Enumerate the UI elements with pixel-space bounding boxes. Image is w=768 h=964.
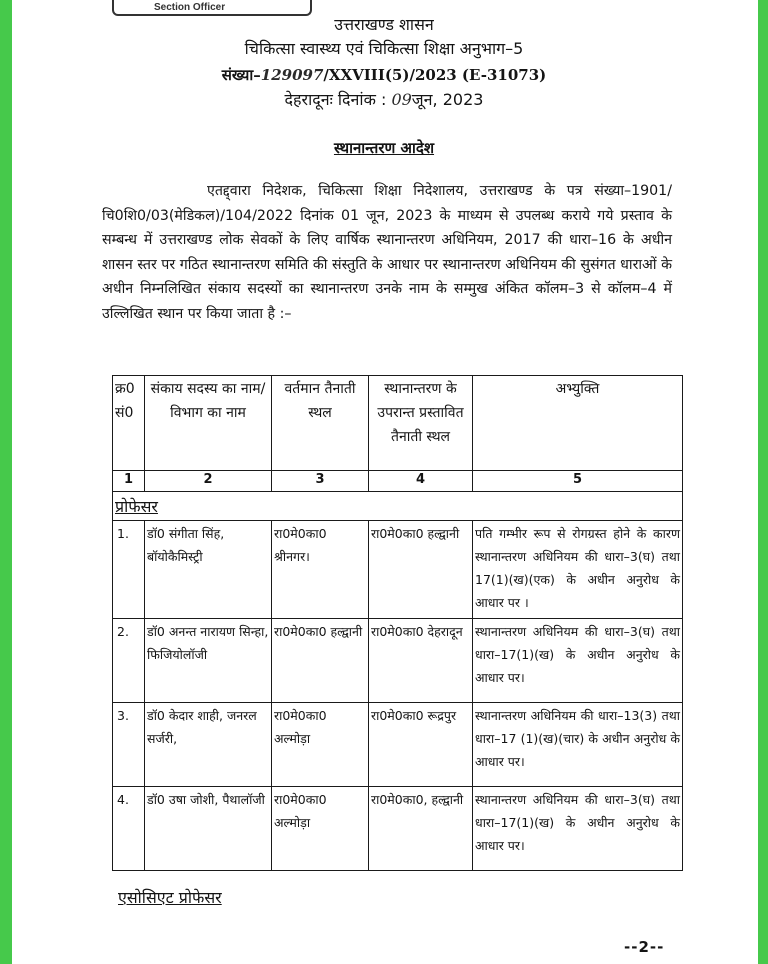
table-row [113, 619, 683, 703]
cell-current: रा0मे0का0 हल्द्वानी [272, 619, 369, 703]
cell-remark: पति गम्भीर रूप से रोगग्रस्त होने के कारण स्थानान्तरण अधिनियम की धारा–3(घ) तथा 17(1)(ख)(एक) के अधीन अनुरोध के आधार पर । [473, 521, 683, 619]
date-rest: जून, 2023 [411, 90, 484, 109]
department-heading: चिकित्सा स्वास्थ्य एवं चिकित्सा शिक्षा अनुभाग–5 [244, 39, 524, 58]
column-number-row [113, 471, 683, 492]
cell-name: डॉ0 केदार शाही, जनरल सर्जरी, [145, 703, 272, 787]
transfer-table [112, 375, 682, 871]
stamp-text: Section Officer [154, 2, 226, 13]
date-line [0, 89, 768, 111]
header-sn: क्र0 सं0 [113, 376, 145, 471]
cell-remark: स्थानान्तरण अधिनियम की धारा–13(3) तथा धारा–17 (1)(ख)(चार) के अधीन अनुरोध के आधार पर। [473, 703, 683, 787]
col-num: 2 [145, 471, 272, 492]
cell-sn: 2. [113, 619, 145, 703]
header-proposed: स्थानान्तरण के उपरान्त प्रस्तावित तैनाती स्थल [369, 376, 473, 471]
order-paragraph: एतद्द्वारा निदेशक, चिकित्सा शिक्षा निदेशालय, उत्तराखण्ड के पत्र संख्या–1901/चि0शि0/03(मेडिकल)/104/2022 दिनांक 01 जून, 2023 के माध्यम से उपलब्ध कराये गये प्रस्ताव के सम्बन्ध में उत्तराखण्ड लोक सेवकों के लिए वार्षिक स्थानान्तरण अधिनियम, 2017 की धारा–16 के अधीन शासन स्तर पर गठित स्थानान्तरण समिति की संस्तुति के आधार पर स्थानान्तरण अधिनियम की सुसंगत धाराओं के अधीन निम्नलिखित संकाय सदस्यों का स्थानान्तरण उनके नाम के सम्मुख अंकित कॉलम–3 से कॉलम–4 में उल्लिखित स्थान पर किया जाता है :– [102, 183, 672, 322]
cell-name: डॉ0 उषा जोशी, पैथालॉजी [145, 787, 272, 871]
govt-heading: उत्तराखण्ड शासन [334, 15, 434, 34]
header-remark: अभ्युक्ति [473, 376, 683, 471]
cell-proposed: रा0मे0का0 रूद्रपुर [369, 703, 473, 787]
table-row [113, 787, 683, 871]
cell-sn: 3. [113, 703, 145, 787]
order-title: स्थानान्तरण आदेश [333, 139, 435, 157]
cell-proposed: रा0मे0का0, हल्द्वानी [369, 787, 473, 871]
header-name: संकाय सदस्य का नाम/विभाग का नाम [145, 376, 272, 471]
cell-remark: स्थानान्तरण अधिनियम की धारा–3(घ) तथा धारा–17(1)(ख) के अधीन अनुरोध के आधार पर। [473, 787, 683, 871]
cell-sn: 4. [113, 787, 145, 871]
col-num: 1 [113, 471, 145, 492]
cell-current: रा0मे0का0 अल्मोड़ा [272, 787, 369, 871]
section-label: प्रोफेसर [113, 492, 683, 521]
cell-current: रा0मे0का0 अल्मोड़ा [272, 703, 369, 787]
cell-current: रा0मे0का0 श्रीनगर। [272, 521, 369, 619]
section-row-professor [113, 492, 683, 521]
date-prefix: देहरादूनः दिनांक : [284, 90, 387, 109]
cell-remark: स्थानान्तरण अधिनियम की धारा–3(घ) तथा धारा–17(1)(ख) के अधीन अनुरोध के आधार पर। [473, 619, 683, 703]
cell-name: डॉ0 संगीता सिंह, बॉयोकैमिस्ट्री [145, 521, 272, 619]
col-num: 4 [369, 471, 473, 492]
ref-prefix: संख्या– [221, 66, 261, 84]
page-number: --2-- [624, 938, 665, 956]
reference-number [0, 64, 768, 86]
table-row [113, 521, 683, 619]
cell-name: डॉ0 अनन्त नारायण सिन्हा, फिजियोलॉजी [145, 619, 272, 703]
header-current: वर्तमान तैनाती स्थल [272, 376, 369, 471]
table-row [113, 703, 683, 787]
cell-sn: 1. [113, 521, 145, 619]
ref-rest: /XXVIII(5)/2023 (E-31073) [323, 66, 547, 84]
section-label-associate: एसोसिएट प्रोफेसर [118, 888, 222, 907]
cell-proposed: रा0मे0का0 देहरादून [369, 619, 473, 703]
ref-handwritten: 129097 [260, 66, 324, 84]
cell-proposed: रा0मे0का0 हल्द्वानी [369, 521, 473, 619]
table-header-row [113, 376, 683, 471]
date-handwritten: 09 [391, 90, 412, 109]
col-num: 5 [473, 471, 683, 492]
col-num: 3 [272, 471, 369, 492]
